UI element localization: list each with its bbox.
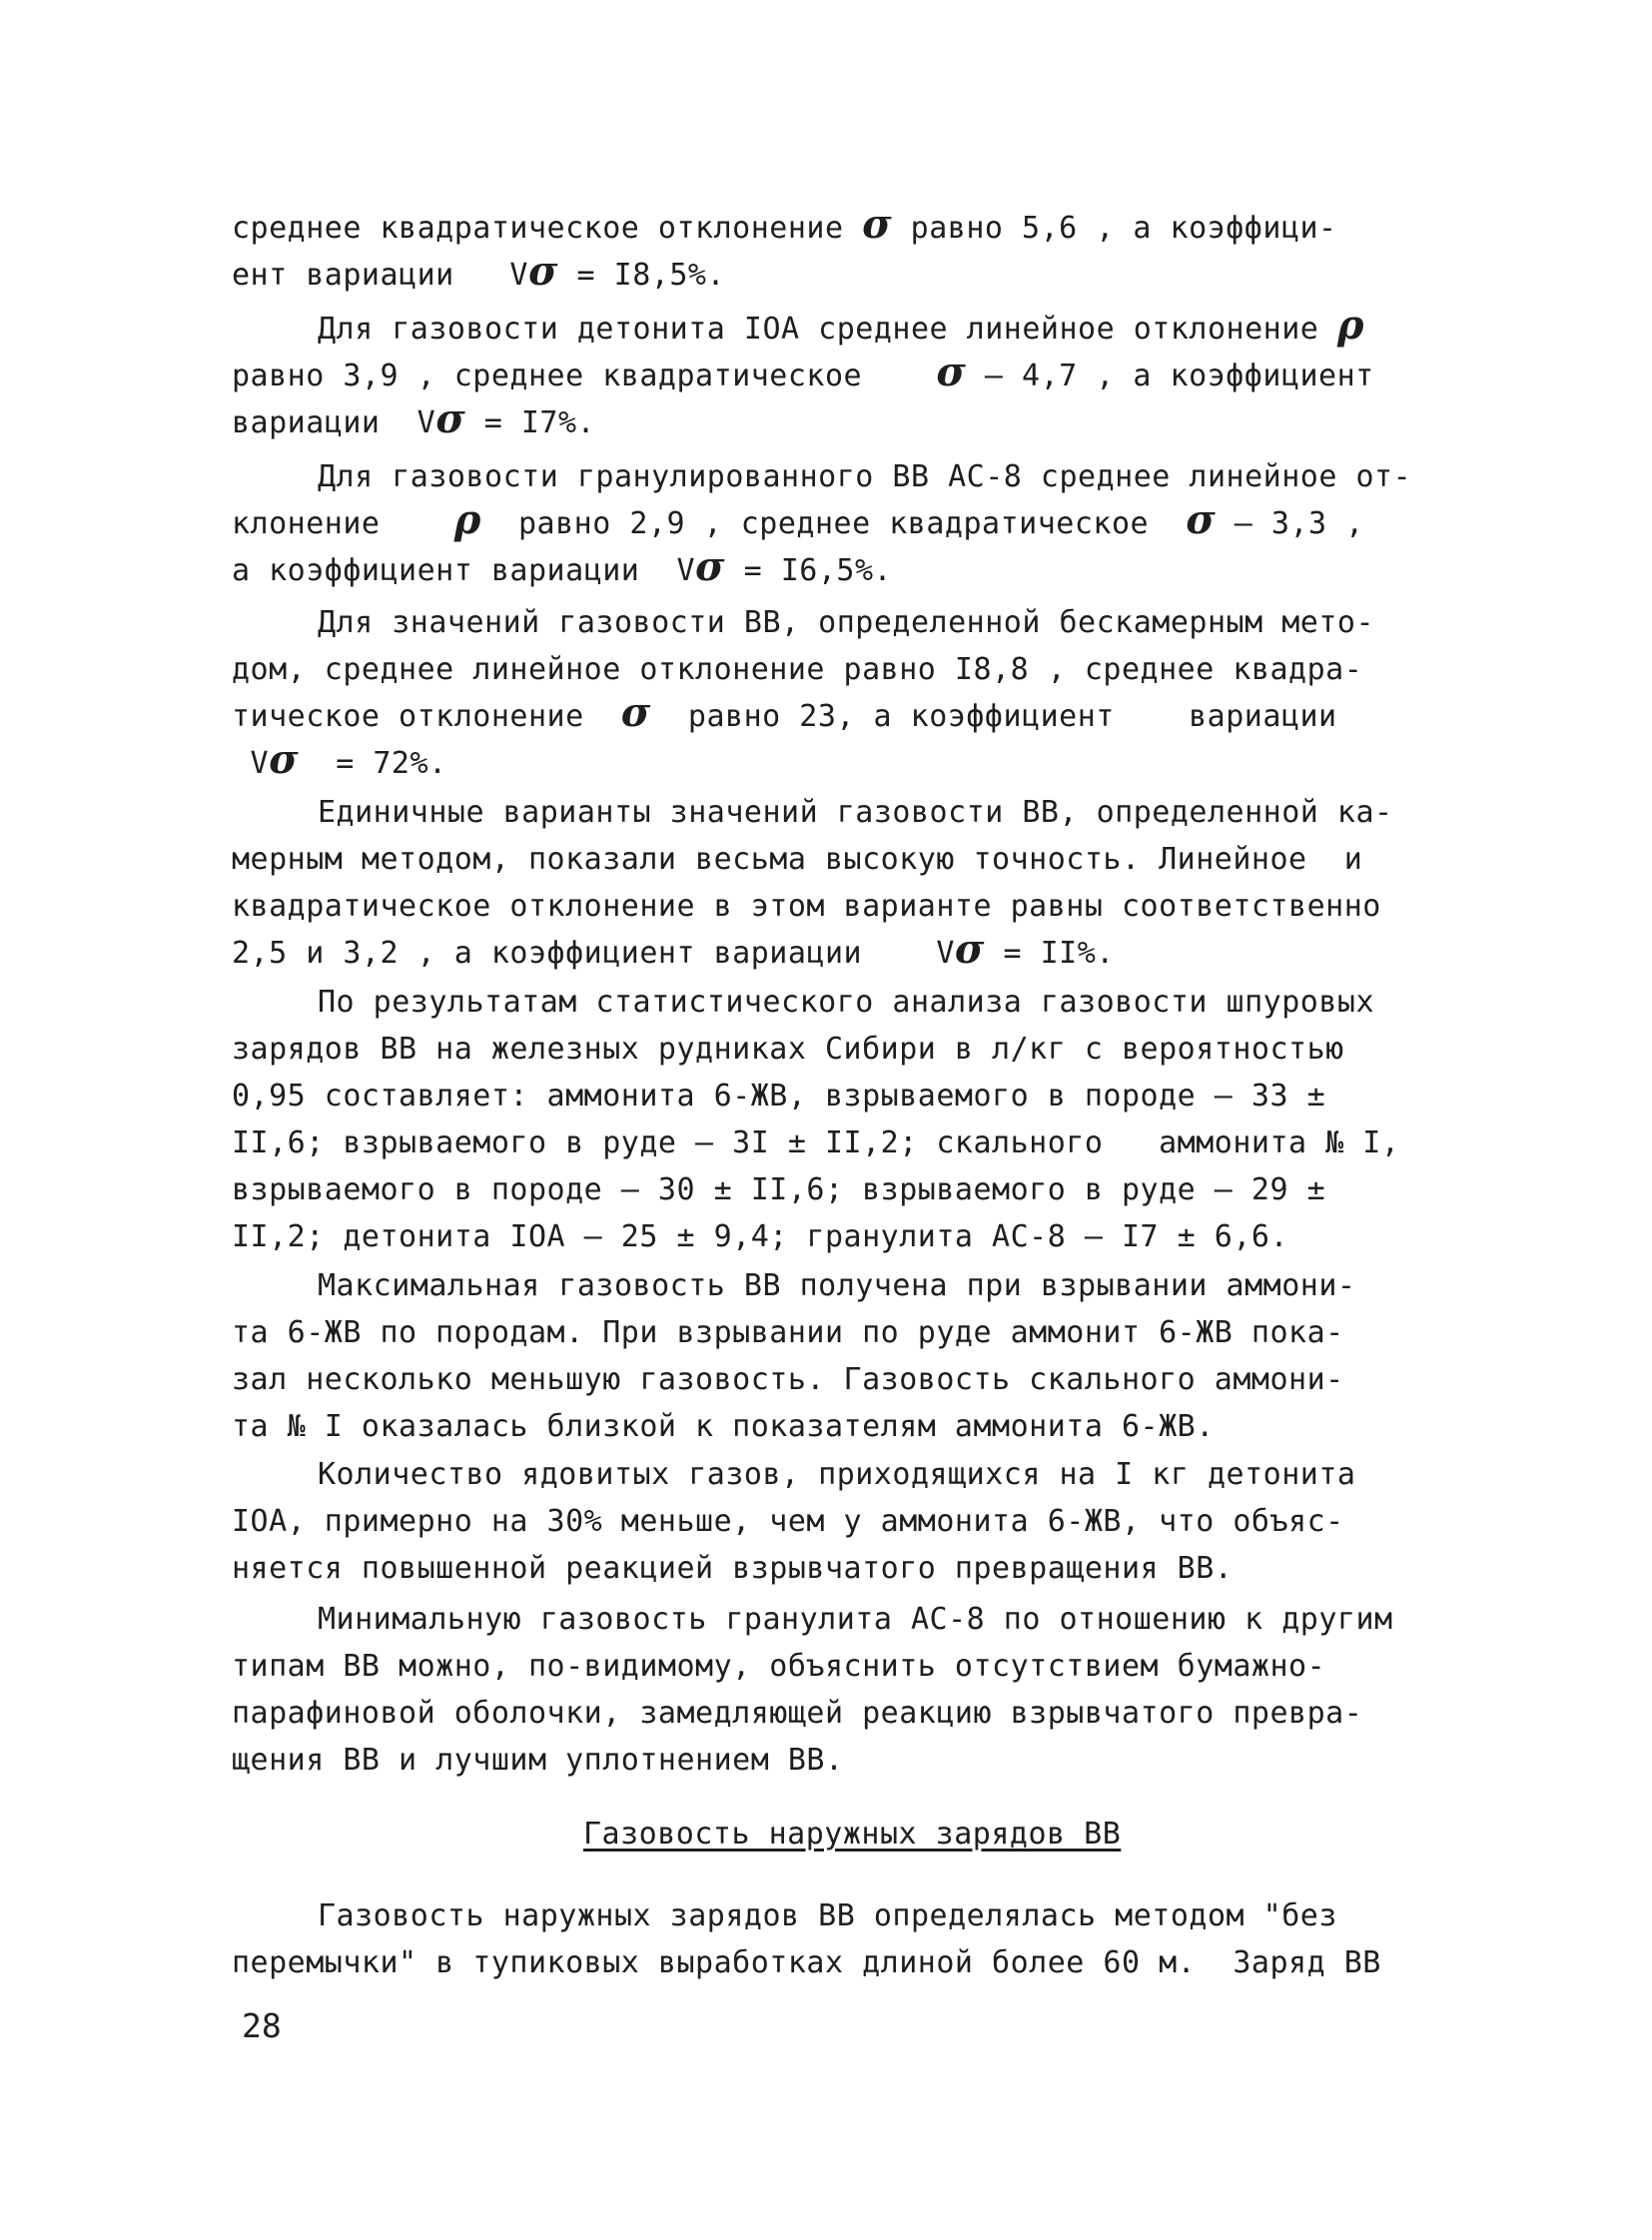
text-line: та № I оказалась близкой к показателям аммонита 6-ЖВ.	[232, 1409, 1215, 1444]
section-paragraph	[232, 1892, 1455, 1986]
paragraph-9	[232, 1596, 1455, 1784]
text-line: мерным методом, показали весьма высокую точность. Линейное и	[232, 842, 1363, 877]
paragraph-5	[232, 789, 1455, 977]
sigma-symbol: σ	[527, 248, 558, 295]
text-line: Для газовости детонита IOA среднее линейное отклонение ρ	[318, 302, 1364, 349]
text-line: Количество ядовитых газов, приходящихся на I кг детонита	[318, 1457, 1356, 1492]
paragraph-2	[232, 302, 1455, 446]
text-line: зал несколько меньшую газовость. Газовость скального аммони-	[232, 1362, 1344, 1397]
text-line: дом, среднее линейное отклонение равно I8,8 , среднее квадра-	[232, 652, 1363, 687]
paragraph-7	[232, 1262, 1455, 1450]
paragraph-3	[232, 453, 1455, 594]
text-line: а коэффициент вариации Vσ = I6,5%.	[232, 543, 893, 590]
text-line: IOA, примерно на 30% меньше, чем у аммонита 6-ЖВ, что объяс-	[232, 1504, 1344, 1539]
text-line: няется повышенной реакцией взрывчатого превращения ВВ.	[232, 1551, 1234, 1586]
section-heading: Газовость наружных зарядов ВВ	[583, 1817, 1122, 1852]
text-line: Для газовости гранулированного ВВ АС-8 среднее линейное от-	[318, 459, 1412, 494]
text-line: та 6-ЖВ по породам. При взрывании по руде аммонит 6-ЖВ пока-	[232, 1315, 1344, 1350]
text-line: Для значений газовости ВВ, определенной бескамерным мето-	[318, 605, 1375, 640]
text-line: II,2; детонита IOA – 25 ± 9,4; гранулита АС-8 – I7 ± 6,6.	[232, 1219, 1289, 1254]
rho-symbol: ρ	[453, 496, 481, 543]
sigma-symbol: σ	[620, 689, 651, 736]
text-line: перемычки" в тупиковых выработках длиной более 60 м. Заряд ВВ	[232, 1945, 1381, 1980]
text-line: вариации Vσ = I7%.	[232, 395, 596, 442]
text-line: Единичные варианты значений газовости ВВ, определенной ка-	[318, 795, 1393, 830]
text-line: щения ВВ и лучшим уплотнением ВВ.	[232, 1743, 844, 1778]
text-line: тическое отклонение σ равно 23, а коэффициент вариации	[232, 689, 1337, 736]
page-number: 28	[242, 2006, 282, 2045]
text-line: 2,5 и 3,2 , а коэффициент вариации Vσ = II%.	[232, 926, 1115, 973]
sigma-symbol: σ	[435, 395, 466, 442]
text-line: среднее квадратическое отклонение σ равно 5,6 , а коэффици-	[232, 201, 1337, 248]
text-line: ент вариации Vσ = I8,5%.	[232, 248, 726, 295]
sigma-symbol: σ	[936, 349, 967, 395]
text-line: По результатам статистического анализа газовости шпуровых	[318, 985, 1375, 1020]
paragraph-6	[232, 979, 1455, 1260]
text-line: равно 3,9 , среднее квадратическое σ – 4,7 , а коэффициент	[232, 349, 1374, 395]
text-line: клонение ρ равно 2,9 , среднее квадратическое σ – 3,3 ,	[232, 496, 1364, 543]
text-line: 0,95 составляет: аммонита 6-ЖВ, взрываемого в породе – 33 ±	[232, 1079, 1326, 1114]
paragraph-1	[232, 201, 1455, 299]
sigma-symbol: σ	[1186, 496, 1217, 543]
text-line: квадратическое отклонение в этом варианте равны соответственно	[232, 889, 1381, 924]
text-line: Газовость наружных зарядов ВВ определялась методом "без	[318, 1898, 1337, 1933]
paragraph-4	[232, 599, 1455, 787]
paragraph-8	[232, 1451, 1455, 1592]
text-line: II,6; взрываемого в руде – 3I ± II,2; скального аммонита № I,	[232, 1125, 1400, 1160]
rho-symbol: ρ	[1336, 302, 1364, 349]
sigma-symbol: σ	[695, 543, 726, 590]
text-line: типам ВВ можно, по-видимому, объяснить отсутствием бумажно-	[232, 1649, 1326, 1684]
sigma-symbol: σ	[954, 926, 985, 973]
text-line: Vσ = 72%.	[232, 736, 447, 783]
sigma-symbol: σ	[862, 201, 893, 248]
text-line: парафиновой оболочки, замедляющей реакцию взрывчатого превра-	[232, 1696, 1363, 1731]
text-line: Максимальная газовость ВВ получена при взрывании аммони-	[318, 1268, 1356, 1303]
text-line: взрываемого в породе – 30 ± II,6; взрываемого в руде – 29 ±	[232, 1172, 1326, 1207]
sigma-symbol: σ	[269, 736, 300, 783]
text-line: зарядов ВВ на железных рудниках Сибири в л/кг с вероятностью	[232, 1032, 1344, 1067]
text-line: Минимальную газовость гранулита АС-8 по отношению к другим	[318, 1602, 1393, 1637]
